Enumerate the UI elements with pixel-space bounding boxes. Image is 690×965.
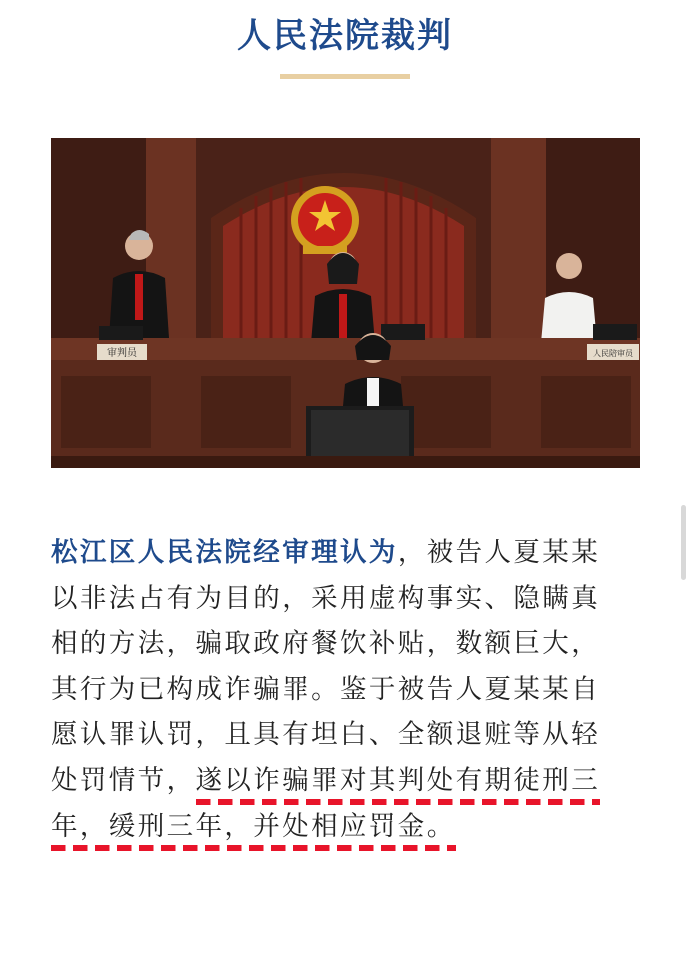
article-line-1 [51, 530, 651, 576]
article-line-7 [51, 804, 651, 850]
article-line-3: 相的方法，骗取政府餐饮补贴，数额巨大， [51, 628, 601, 660]
article-line-4: 其行为已构成诈骗罪。鉴于被告人夏某某自 [51, 673, 601, 705]
nameplate-juror: 人民陪审员 [593, 349, 633, 358]
scrollbar[interactable] [681, 505, 686, 580]
verdict-highlight: 遂以诈骗罪对其判处有期徒刑三 [196, 765, 601, 805]
article-body [51, 530, 651, 849]
verdict-highlight-continued: 年，缓刑三年，并处相应罚金。 [51, 811, 456, 851]
article-line-6-plain: 处罚情节， [51, 764, 196, 796]
national-emblem-icon [291, 186, 359, 254]
article-line-5: 愿认罪认罚，且具有坦白、全额退赃等从轻 [51, 719, 601, 751]
title-underline [280, 74, 410, 79]
article-line-1-rest: ，被告人夏某某 [397, 537, 601, 568]
page-title: 人民法院裁判 [237, 16, 453, 56]
article-lead: 松江区人民法院经审理认为 [51, 537, 398, 568]
article-line-2: 以非法占有为目的，采用虚构事实、隐瞒真 [51, 582, 601, 614]
courtroom-photo [51, 138, 640, 468]
nameplate-judge: 审判员 [107, 348, 137, 359]
article-line-6 [51, 758, 651, 804]
